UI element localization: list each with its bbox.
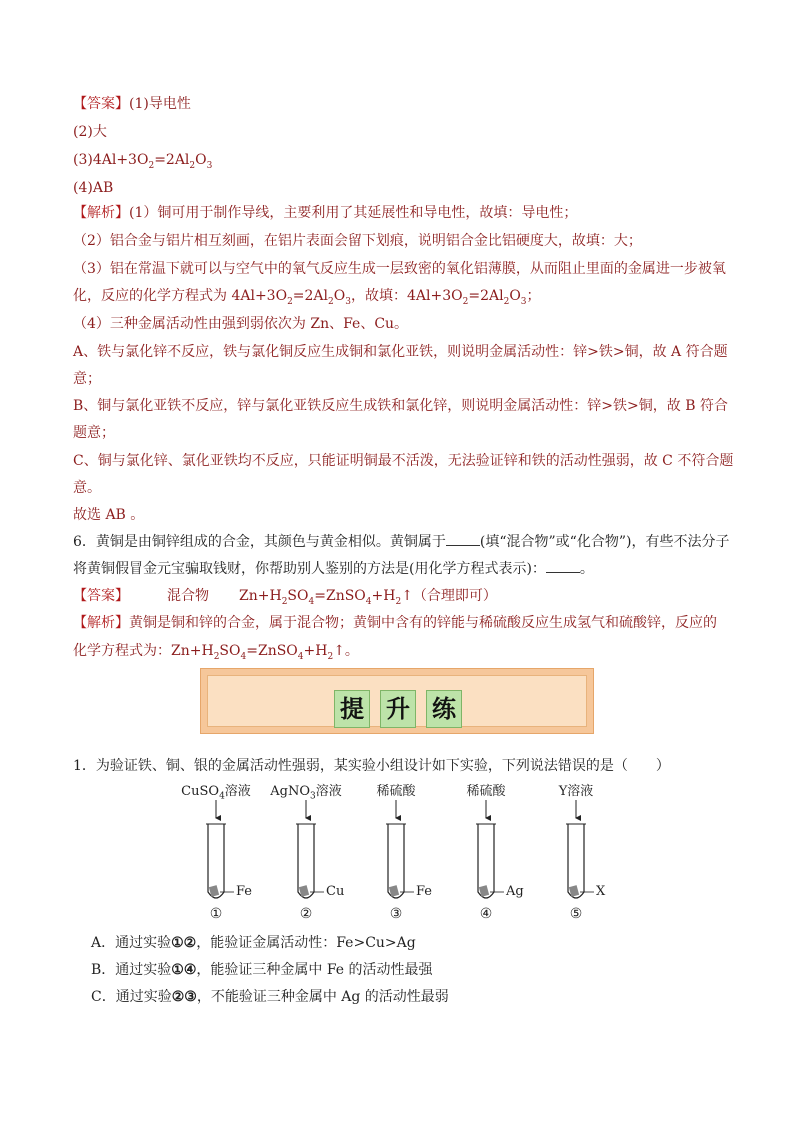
tube-2	[296, 800, 324, 898]
answer-tag: 【答案】	[73, 96, 129, 112]
q6-analysis-2: 化学方程式为：$Zn+H_2SO_4=ZnSO_4+H_2↑$。	[73, 643, 359, 662]
analysis-line-8: B、铜与氯化亚铁不反应，锌与氯化亚铁反应生成铁和氯化锌，则说明金属活动性：锌>铁>铜，故 B 符合	[73, 398, 728, 414]
tube-4	[476, 800, 504, 898]
q6-line-1: 6．黄铜是由铜锌组成的合金，其颜色与黄金相似。黄铜属于 (填“混合物”或“化合物”)，有些不法分子	[73, 534, 730, 550]
analysis-line-1: 【解析】(1）铜可用于制作导线，主要利用了其延展性和导电性，故填：导电性；	[73, 205, 578, 221]
tube-1-metal: Fe	[236, 884, 253, 899]
analysis-line-3: （3）铝在常温下就可以与空气中的氧气反应生成一层致密的氧化铝薄膜，从而阻止里面的金属进一步被氧	[73, 261, 726, 277]
q6-blank-2	[546, 560, 580, 573]
answer-line-1	[73, 94, 191, 114]
analysis-line-6: A、铁与氯化锌不反应，铁与氯化铜反应生成铜和氯化亚铁，则说明金属活动性：锌>铁>铜，故 A 符合题	[73, 344, 728, 360]
tube-4-number: ④	[479, 906, 493, 922]
q1-stem: 1．为验证铁、铜、银的金属活动性强弱，某实验小组设计如下实验，下列说法错误的是（ ）	[73, 758, 670, 774]
tube-1	[206, 800, 234, 898]
tube-2-metal: Cu	[326, 884, 345, 899]
banner-char-3: 练	[426, 690, 462, 728]
tube-3	[386, 800, 414, 898]
tube-5-reagent: Y溶液	[558, 784, 594, 799]
q6-blank-1	[446, 533, 480, 546]
analysis-line-7: 意；	[73, 371, 101, 387]
answer-3: $(3)4Al+3O_2=2Al_2O_3$	[73, 152, 213, 171]
tubes-svg	[170, 800, 640, 950]
analysis-line-5: （4）三种金属活动性由强到弱依次为 Zn、Fe、Cu。	[73, 316, 409, 332]
answer-1: (1)导电性	[129, 96, 191, 112]
q6-line-2: 将黄铜假冒金元宝骗取钱财，你帮助别人鉴别的方法是(用化学方程式表示)： 。	[73, 561, 594, 577]
analysis-tag: 【解析】	[73, 205, 129, 221]
banner-char-1: 提	[334, 690, 370, 728]
tube-3-metal: Fe	[416, 884, 433, 899]
q1-option-a: A．通过实验①②，能验证金属活动性：Fe>Cu>Ag	[91, 935, 416, 951]
analysis-line-9: 题意；	[73, 425, 115, 441]
analysis-line-10: C、铜与氯化锌、氯化亚铁均不反应，只能证明铜最不活泼，无法验证锌和铁的活动性强弱，故 C 不符合题	[73, 453, 734, 469]
analysis-line-2: （2）铝合金与铝片相互刻画，在铝片表面会留下划痕，说明铝合金比铝硬度大，故填：大；	[73, 233, 642, 249]
analysis-line-4: 化，反应的化学方程式为 $4Al+3O_2=2Al_2O_3$，故填：$4Al+3O_2=2Al_2O_3$；	[73, 288, 541, 307]
tube-5-metal: X	[596, 884, 606, 899]
tube-1-reagent: CuSO$_4$溶液	[181, 784, 251, 802]
banner-inner	[207, 675, 587, 727]
tube-1-number: ①	[209, 906, 223, 922]
tube-4-reagent: 稀硫酸	[466, 784, 506, 799]
tube-3-reagent: 稀硫酸	[376, 784, 416, 799]
q6-answer: 【答案】 混合物 $Zn+H_2SO_4=ZnSO_4+H_2↑$（合理即可）	[73, 588, 497, 607]
answer-4: (4)AB	[73, 180, 114, 196]
tube-5-number: ⑤	[569, 906, 583, 922]
tube-2-number: ②	[299, 906, 313, 922]
tube-5	[566, 800, 594, 898]
tube-4-metal: Ag	[506, 884, 524, 899]
q1-option-b: B．通过实验①④，能验证三种金属中 Fe 的活动性最强	[91, 962, 433, 978]
tube-2-reagent: AgNO$_3$溶液	[270, 784, 342, 802]
section-banner	[200, 668, 594, 734]
answer-2: (2)大	[73, 124, 107, 140]
analysis-line-11: 意。	[73, 480, 101, 496]
analysis-line-12: 故选 AB 。	[73, 507, 145, 523]
tube-3-number: ③	[389, 906, 403, 922]
q1-option-c: C．通过实验②③，不能验证三种金属中 Ag 的活动性最弱	[91, 989, 449, 1005]
q6-analysis-1: 【解析】黄铜是铜和锌的合金，属于混合物；黄铜中含有的锌能与稀硫酸反应生成氢气和硫酸锌，反应的	[73, 615, 717, 631]
banner-char-2: 升	[380, 690, 416, 728]
